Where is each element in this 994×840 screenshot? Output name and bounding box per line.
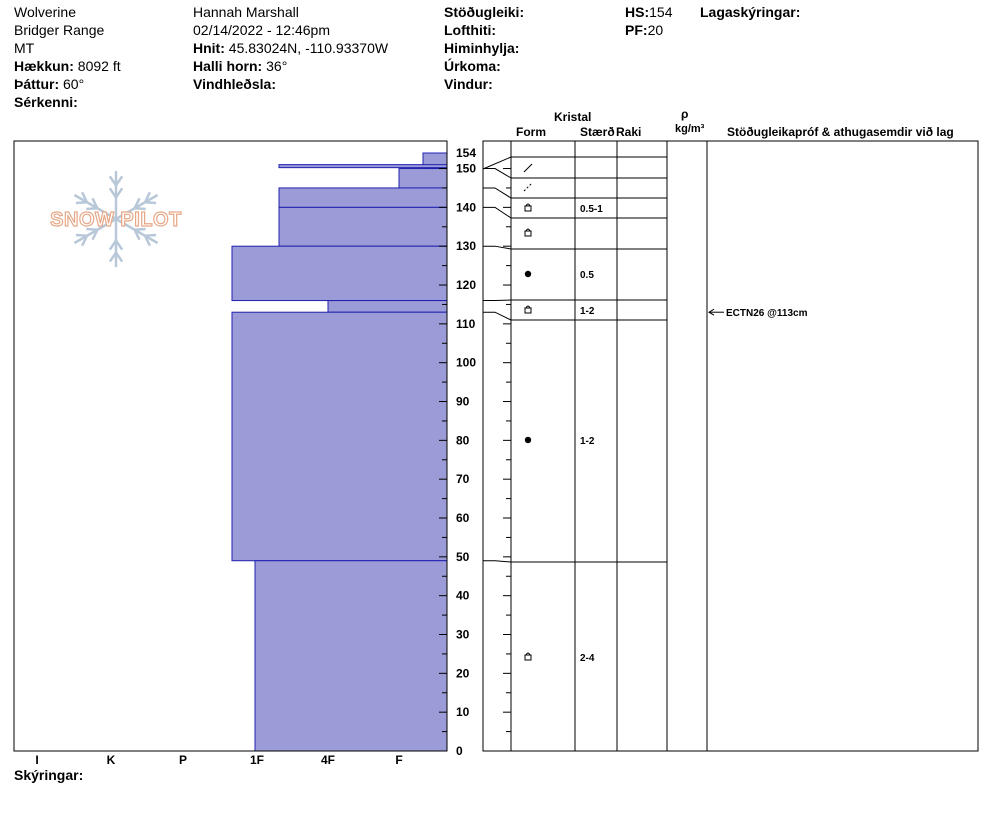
y-tick-label: 120 bbox=[456, 278, 477, 293]
depth-connector bbox=[483, 188, 511, 198]
faceted-crystal-icon bbox=[525, 206, 531, 211]
grain-size-label: 0.5-1 bbox=[580, 204, 603, 215]
footer-notes-label: Skýringar: bbox=[14, 767, 84, 783]
y-tick-label: 80 bbox=[456, 433, 470, 448]
y-tick-label: 40 bbox=[456, 588, 470, 603]
flake-branch bbox=[76, 235, 87, 236]
faceted-crystal-icon bbox=[525, 308, 531, 313]
size-header: Stærð bbox=[580, 125, 615, 139]
snowpilot-logo bbox=[50, 171, 182, 267]
hardness-bar bbox=[232, 312, 447, 561]
y-tick-label: 154 bbox=[456, 146, 477, 160]
logo-text: SNOW PILOT bbox=[50, 209, 182, 231]
hardness-bar bbox=[255, 561, 447, 751]
density-unit-header: kg/m³ bbox=[675, 123, 705, 135]
hardness-bar bbox=[279, 207, 447, 246]
hardness-bar bbox=[279, 188, 447, 207]
flake-branch bbox=[76, 202, 87, 203]
flake-branch bbox=[145, 235, 156, 236]
y-tick-label: 30 bbox=[456, 627, 470, 642]
test-result-label: ECTN26 @113cm bbox=[726, 308, 808, 320]
sky-label: Himinhylja: bbox=[444, 40, 520, 56]
hardness-bar bbox=[399, 169, 447, 188]
y-tick-label: 10 bbox=[456, 705, 470, 720]
depth-connector bbox=[483, 169, 511, 178]
moisture-header: Raki bbox=[616, 125, 642, 139]
coordinates: Hnit: 45.83024N, -110.93370W bbox=[193, 40, 389, 56]
hardness-bar bbox=[232, 246, 447, 300]
y-tick-label: 130 bbox=[456, 239, 477, 254]
depth-connector bbox=[483, 300, 511, 301]
air-temp-label: Lofthiti: bbox=[444, 22, 497, 38]
form-header: Form bbox=[516, 125, 546, 139]
y-tick-label: 20 bbox=[456, 666, 470, 681]
x-tick-label: I bbox=[35, 753, 39, 767]
y-tick-label: 50 bbox=[456, 549, 470, 564]
y-tick-label: 100 bbox=[456, 355, 477, 370]
comments-header: Stöðugleikapróf & athugasemdir við lag bbox=[727, 125, 954, 139]
table-frame bbox=[483, 141, 978, 751]
hardness-bar bbox=[328, 301, 447, 313]
depth-connector bbox=[483, 207, 511, 218]
x-tick-label: F bbox=[395, 753, 403, 767]
elevation: Hækkun: 8092 ft bbox=[14, 58, 121, 74]
precipitation-icon bbox=[524, 164, 532, 172]
rho-header: ρ bbox=[681, 107, 689, 121]
wind-loading-label: Vindhleðsla: bbox=[193, 76, 276, 92]
layer-notes-label: Lagaskýringar: bbox=[700, 4, 801, 20]
grain-size-label: 1-2 bbox=[580, 436, 595, 447]
rounded-grains-icon bbox=[525, 271, 531, 277]
y-tick-label: 0 bbox=[456, 744, 463, 758]
location: Wolverine bbox=[14, 4, 76, 20]
datetime: 02/14/2022 - 12:46pm bbox=[193, 22, 330, 38]
grain-size-label: 0.5 bbox=[580, 270, 594, 281]
x-tick-label: 4F bbox=[320, 753, 336, 767]
x-tick-label: P bbox=[178, 753, 188, 767]
x-tick-label: K bbox=[106, 753, 116, 767]
y-tick-label: 60 bbox=[456, 511, 470, 526]
y-tick-label: 110 bbox=[456, 316, 476, 331]
depth-connector bbox=[483, 561, 511, 562]
state: MT bbox=[14, 40, 35, 56]
x-tick-label: 1F bbox=[249, 753, 265, 767]
precip-label: Úrkoma: bbox=[444, 58, 501, 74]
pf: PF:20 bbox=[625, 22, 664, 38]
wind-label: Vindur: bbox=[444, 76, 493, 92]
faceted-crystal-icon bbox=[525, 655, 531, 660]
crystal-header: Kristal bbox=[554, 110, 592, 124]
grain-size-label: 2-4 bbox=[580, 653, 595, 664]
slope: Halli horn: 36° bbox=[193, 58, 288, 74]
y-tick-label: 90 bbox=[456, 394, 470, 409]
hs: HS:154 bbox=[625, 4, 673, 20]
hardness-bar-thin bbox=[279, 165, 447, 168]
faceted-crystal-icon bbox=[525, 231, 531, 236]
grain-size-label: 1-2 bbox=[580, 306, 595, 317]
y-tick-label: 70 bbox=[456, 472, 470, 487]
depth-connector-top bbox=[483, 157, 511, 169]
range: Bridger Range bbox=[14, 22, 105, 38]
observer: Hannah Marshall bbox=[193, 4, 299, 20]
flake-branch bbox=[145, 202, 156, 203]
y-tick-label: 150 bbox=[456, 161, 477, 176]
stability-label: Stöðugleiki: bbox=[444, 4, 525, 20]
rounded-grains-icon bbox=[525, 437, 531, 443]
y-tick-label: 140 bbox=[456, 200, 477, 215]
depth-connector bbox=[483, 312, 511, 320]
features-label: Sérkenni: bbox=[14, 94, 78, 110]
decomposing-fragments-icon bbox=[524, 183, 532, 191]
aspect: Þáttur: 60° bbox=[14, 76, 85, 92]
